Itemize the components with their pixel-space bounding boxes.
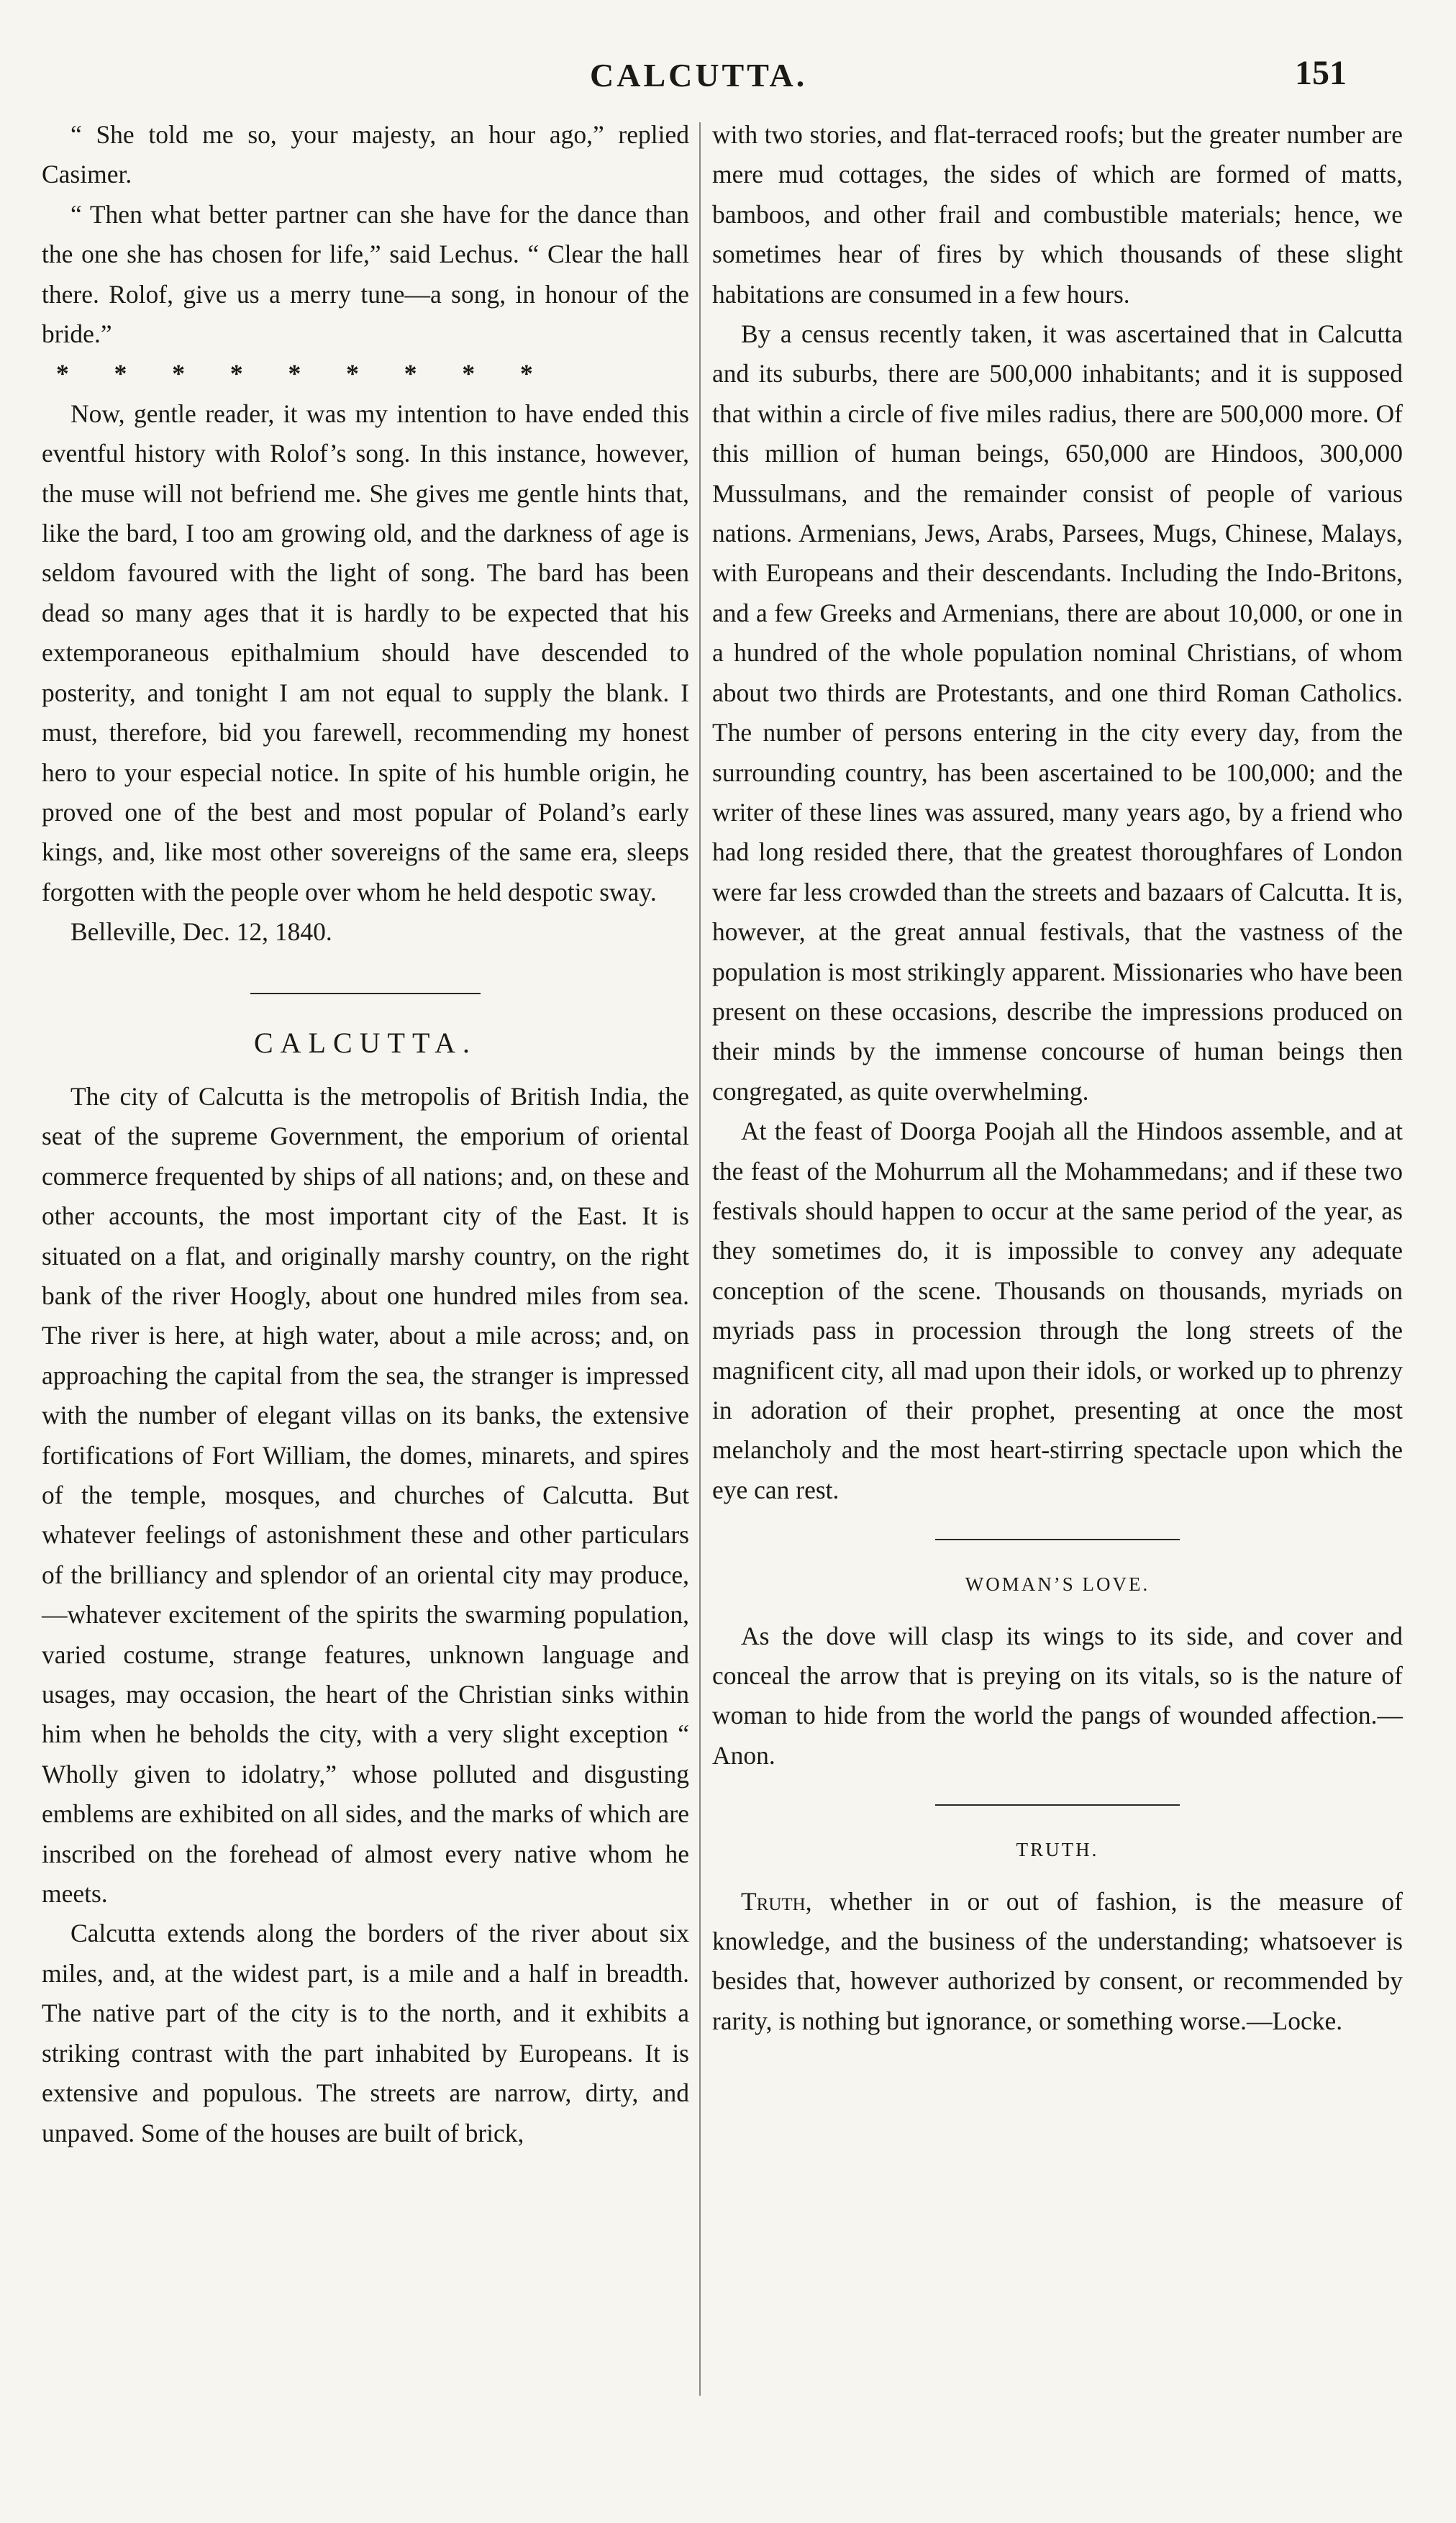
article-paragraph: By a census recently taken, it was ascertained that in Calcutta and its suburbs, there are 500,000 inhabitants; and it is supposed that within a circle of five miles radius, there are 500,000 more. Of this million of human beings, 650,000 are Hindoos, 300,000 Mussulmans, and the remainder consist of people of various nations. Armenians, Jews, Arabs, Parsees, Mugs, Chinese, Malays, with Europeans and their descendants. Including the Indo-Britons, and a few Greeks and Armenians, there are about 10,000, or one in a hundred of the whole population nominal Christians, of whom about two thirds are Protestants, and one third Roman Catholics. The number of persons entering in the city every day, from the surrounding country, has been ascertained to be 100,000; and the writer of these lines was assured, many years ago, by a friend who had long resided there, that the greatest thoroughfares of London were far less crowded than the streets and bazaars of Calcutta. It is, however, at the great annual festivals, that the vastness of the population is most strikingly apparent. Missionaries who have been present on these occasions, describe the impressions produced on their minds by the immense concourse of human beings then congregated, as quite overwhelming. (712, 319, 1403, 1106)
left-column (42, 115, 689, 2153)
story-paragraph: “ She told me so, your majesty, an hour ago,” replied Casimer. (42, 120, 689, 189)
truth-text: whether in or out of fashion, is the measure of knowledge, and the business of the understanding; whatsoever is besides that, however authorized by consent, or recommended by rarity, is nothing but ignorance, or something worse.—Locke. (712, 1886, 1403, 2035)
womans-love-text: As the dove will clasp its wings to its side, and cover and conceal the arrow that is preying on its vitals, so is the nature of woman to hide from the world the pangs of wounded affection.—Anon. (712, 1621, 1403, 1770)
article-paragraph: with two stories, and flat-terraced roofs; but the greater number are mere mud cottages, the sides of which are formed of matts, bamboos, and other frail and combustible materials; hence, we sometimes hear of fires by which thousands of these slight habitations are consumed in a few hours. (712, 120, 1403, 309)
article-paragraph: The city of Calcutta is the metropolis of British India, the seat of the supreme Government, the emporium of oriental commerce frequented by ships of all nations; and, on these and other accounts, the most important city of the East. It is situated on a flat, and originally marshy country, on the right bank of the river Hoogly, about one hundred miles from sea. The river is here, at high water, about a mile across; and, on approaching the capital from the sea, the stranger is impressed with the number of elegant villas on its banks, the extensive fortifications of Fort William, the domes, minarets, and spires of the temple, mosques, and churches of Calcutta. But whatever feelings of astonishment these and other particulars of the brilliancy and splendor of an oriental city may produce,—whatever excitement of the spirits the swarming population, varied costume, strange features, unknown language and usages, may occasion, the heart of the Christian sinks within him when he beholds the city, with a very slight exception “ Wholly given to idolatry,” whose polluted and disgusting emblems are exhibited on all sides, and the marks of which are inscribed on the forehead of almost every native whom he meets. (42, 1081, 689, 1909)
truth-paragraph (712, 1882, 1403, 2042)
article-paragraph: Calcutta extends along the borders of the river about six miles, and, at the widest part, is a mile and a half in breadth. The native part of the city is to the north, and it exhibits a striking contrast with the part inhabited by Europeans. It is extensive and populous. The streets are narrow, dirty, and unpaved. Some of the houses are built of brick, (42, 1919, 689, 2147)
article-heading: CALCUTTA. (253, 1026, 478, 1059)
page-number: 151 (1295, 54, 1347, 92)
section-divider (935, 1539, 1180, 1540)
page-title: CALCUTTA. (590, 57, 808, 94)
truth-heading: TRUTH. (1016, 1839, 1099, 1861)
truth-lead-word: Truth, (741, 1886, 812, 1916)
article-paragraph: At the feast of Doorga Poojah all the Hindoos assemble, and at the feast of the Mohurrum all the Mohammedans; and if these two festivals should happen to occur at the same period of the year, as they sometimes do, it is impossible to convey any adequate conception of the scene. Thousands on thousands, myriads on myriads pass in procession through the long streets of the magnificent city, all mad upon their idols, or worked up to phrenzy in adoration of their prophet, presenting at once the most melancholy and the most heart-stirring spectacle upon which the eye can rest. (712, 1117, 1403, 1504)
section-divider (250, 993, 481, 994)
womans-love-heading: WOMAN’S LOVE. (965, 1573, 1150, 1596)
section-stars: * * * * * * * * * (56, 359, 533, 388)
column-divider (699, 122, 701, 2396)
running-head (0, 56, 1456, 106)
closing-paragraph: Now, gentle reader, it was my intention to have ended this eventful history with Rolof’s song. In this instance, however, the muse will not befriend me. She gives me gentle hints that, like the bard, I too am growing old, and the darkness of age is seldom favoured with the light of song. The bard has been dead so many ages that it is hardly to be expected that his extemporaneous epithalmium should have descended to posterity, and tonight I am not equal to supply the blank. I must, therefore, bid you farewell, recommending my honest hero to your especial notice. In spite of his humble origin, he proved one of the best and most popular of Poland’s early kings, and, like most other sovereigns of the same era, sleeps forgotten with the people over whom he held despotic sway. (42, 399, 689, 906)
right-column (712, 115, 1403, 2041)
signature-line: Belleville, Dec. 12, 1840. (70, 917, 332, 947)
story-paragraph: “ Then what better partner can she have for the dance than the one she has chosen for life,” said Lechus. “ Clear the hall there. Rolof, give us a merry tune—a song, in honour of the bride.” (42, 199, 689, 349)
section-divider (935, 1804, 1180, 1806)
